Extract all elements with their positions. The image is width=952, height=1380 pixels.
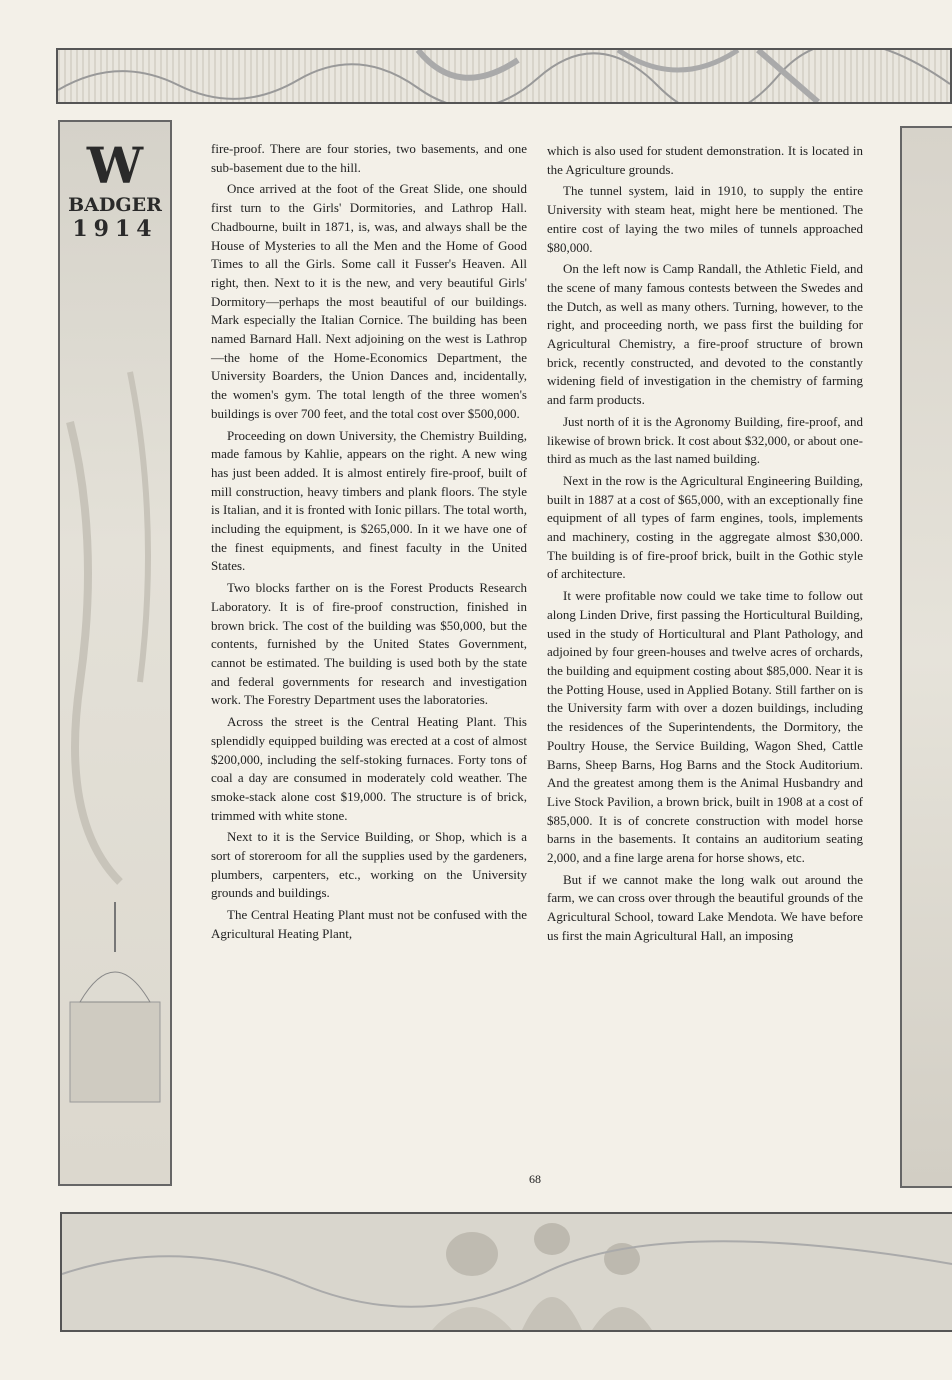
bottom-illustration-panel <box>60 1212 952 1332</box>
paragraph: which is also used for student demonstration. It is located in the Agriculture grounds. <box>547 143 863 177</box>
right-decorative-panel <box>900 126 952 1188</box>
paragraph: It were profitable now could we take time to follow out along Linden Drive, first passing the Horticultural Building, used in the study of Horticultural and Plant Pathology, and adjoined by four green-houses and twelve acres of orchards, the building and equipment costing about $85,000. Near it is the Potting House, used in Applied Botany. Still farther on is the University farm with over a dozen buildings, including the residences of the Superintendents, the Dormitory, the Poultry House, the Service Building, Wagon Shed, Cattle Barns, Sheep Barns, Hog Barns and the Stock Auditorium. And the greatest among them is the Animal Husbandry and Live Stock Pavilion, a brown brick, built in 1908 at a cost of $85,000. It is of concrete construction with model horse barns in the basements. It contains an auditorium seating 2,000, and a fine large arena for horse shows, etc. <box>547 588 863 866</box>
left-decorative-panel <box>58 120 172 1186</box>
paragraph: Proceeding on down University, the Chemistry Building, made famous by Kahlie, appears on the right. A new wing has just been added. It is almost entirely fire-proof, built of mill construction, heavy timbers and plank floors. The style is Italian, and it is fronted with Ionic pillars. The total worth, including the equipment, is $265,000. In it we have one of the finest equipments, and finest faculty in the United States. <box>211 427 527 574</box>
paragraph: Next in the row is the Agricultural Engineering Building, built in 1887 at a cost of $65,000, with an exceptionally fine equipment of all types of farm engines, tools, implements and machinery, costing in the aggregate almost $30,000. The building is of fire-proof brick, built in the Gothic style of architecture. <box>547 472 863 582</box>
cloud-pattern-icon <box>58 50 950 102</box>
paragraph: Two blocks farther on is the Forest Products Research Laboratory. It is of fire-proof construction, finished in brown brick. The cost of the building was $50,000, but the contents, furnished by the United States Government, cannot be estimated. The building is used both by the state and federal governments for research and investigation work. The Forestry Department uses the laboratories. <box>211 580 527 708</box>
page-number: 68 <box>529 1172 541 1186</box>
paragraph: Just north of it is the Agronomy Building, fire-proof, and likewise of brown brick. It cost about $32,000, or about one-third as much as the last named building. <box>547 413 863 467</box>
paragraph: fire-proof. There are four stories, two basements, and one sub-basement due to the hill. <box>211 141 527 175</box>
paragraph: Once arrived at the foot of the Great Slide, one should first turn to the Girls' Dormitories, and Lathrop Hall. Chadbourne, built in 1871, is, was, and always shall be the House of Mysteries to all the Men and the Home of Good Times to all the Girls. Some call it Fusser's Heaven. All right, then. Next to it is the new, and very beautiful Girls' Dormitory—perhaps the most beautiful of our buildings. Mark especially the Italian Cornice. The building has been named Barnard Hall. Next adjoining on the west is Lathrop —the home of the Home-Economics Department, the University Boarders, the Union Dances and, incidentally, the women's gym. The total length of the three women's buildings is over 700 feet, and the total cost over $500,000. <box>211 181 527 421</box>
paragraph: But if we cannot make the long walk out around the farm, we can cross over through the beautiful grounds of the Agricultural School, toward Lake Mendota. We have before us first the main Agricultural Hall, an imposing <box>547 871 863 943</box>
logo-letter: W <box>86 136 144 195</box>
paragraph: Next to it is the Service Building, or Shop, which is a sort of storeroom for all the supplies used by the gardeners, plumbers, carpenters, etc., working on the University grounds and buildings. <box>211 829 527 901</box>
logo-year: 1914 <box>72 216 158 242</box>
paragraph: On the left now is Camp Randall, the Athletic Field, and the scene of many famous contests between the Swedes and the Dutch, as well as many others. Turning, however, to the right, and proceeding north, we pass first the building for Agricultural Chemistry, a fire-proof structure of brown brick, recently constructed, and devoted to the constantly widening field of investigation in the chemistry of farming and farm products. <box>547 261 863 408</box>
capitol-dome-icon <box>60 122 170 1184</box>
paragraph: The tunnel system, laid in 1910, to supply the entire University with steam heat, might here be mentioned. The entire cost of laying the two miles of tunnels approached $80,000. <box>547 183 863 255</box>
left-text-column <box>211 140 527 947</box>
logo-name: BADGER <box>68 194 162 216</box>
paragraph: The Central Heating Plant must not be confused with the Agricultural Heating Plant, <box>211 907 527 941</box>
right-text-column <box>547 142 863 949</box>
top-decorative-border <box>56 48 952 104</box>
people-illustration-icon <box>62 1214 952 1330</box>
paragraph: Across the street is the Central Heating Plant. This splendidly equipped building was erected at a cost of almost $200,000, including the self-stoking furnaces. Forty tons of coal a day are consumed in moderately cold weather. The smoke-stack alone cost $19,000. The structure is of brick, trimmed with white stone. <box>211 714 527 823</box>
